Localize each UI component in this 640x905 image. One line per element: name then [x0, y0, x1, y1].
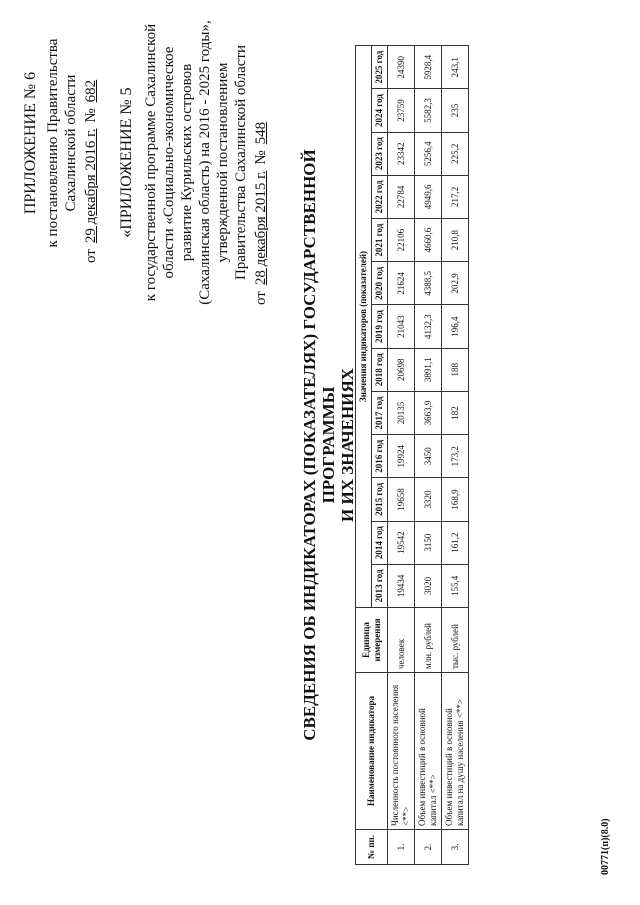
- indicator-unit: млн. рублей: [415, 608, 442, 673]
- document-title: [300, 95, 357, 795]
- indicator-value: 168,9: [442, 478, 469, 521]
- appendix-header: [22, 23, 100, 263]
- table-header-row: [356, 46, 372, 865]
- indicator-value: 21043: [388, 305, 415, 348]
- previous-appendix-header: [118, 20, 270, 305]
- appendix-date-row: [82, 23, 100, 263]
- indicator-value: 155,4: [442, 564, 469, 607]
- col-values-header: Значения индикаторов (показателей): [356, 46, 372, 608]
- indicator-value: 19924: [388, 435, 415, 478]
- indicator-value: 173,2: [442, 435, 469, 478]
- indicator-value: 5256,4: [415, 132, 442, 175]
- appendix-date: 29 декабря 2016 г.: [83, 128, 99, 244]
- indicator-value: 5582,3: [415, 89, 442, 132]
- table-row: [442, 46, 469, 865]
- indicator-value: 19658: [388, 478, 415, 521]
- indicator-name: Объем инвестиций в основной капитал <**>: [415, 673, 442, 830]
- indicator-value: 243,1: [442, 46, 469, 89]
- indicator-value: 24390: [388, 46, 415, 89]
- indicator-value: 3320: [415, 478, 442, 521]
- col-unit-header: Единица измерения: [356, 608, 388, 673]
- indicator-value: 217,2: [442, 175, 469, 218]
- year-header: 2020 год: [372, 262, 388, 305]
- indicator-value: 21624: [388, 262, 415, 305]
- indicator-value: 4388,5: [415, 262, 442, 305]
- indicator-value: 161,2: [442, 521, 469, 564]
- year-header: 2018 год: [372, 348, 388, 391]
- year-header: 2017 год: [372, 391, 388, 434]
- prev-appendix-date-row: [252, 20, 270, 305]
- indicator-value: 235: [442, 89, 469, 132]
- year-header: 2015 год: [372, 478, 388, 521]
- footer-code: 00771(п)(8.0): [600, 818, 611, 875]
- indicator-value: 182: [442, 391, 469, 434]
- appendix-number: 682: [83, 79, 99, 103]
- indicator-value: 4132,3: [415, 305, 442, 348]
- year-header: 2016 год: [372, 435, 388, 478]
- table-row: [415, 46, 442, 865]
- indicator-value: 210,8: [442, 219, 469, 262]
- prev-number: 548: [253, 121, 269, 145]
- indicator-value: 4949,6: [415, 175, 442, 218]
- indicator-value: 19434: [388, 564, 415, 607]
- indicator-name: Объем инвестиций в основной капитал на душу населения <**>: [442, 673, 469, 830]
- appendix-line1: к постановлению Правительства: [45, 38, 61, 248]
- table-body: [388, 46, 469, 865]
- row-number: 1.: [388, 830, 415, 865]
- year-header: 2023 год: [372, 132, 388, 175]
- indicators-table: [355, 45, 469, 865]
- appendix-date-prefix: от: [83, 249, 99, 263]
- prev-date-prefix: от: [253, 291, 269, 305]
- indicator-value: 202,9: [442, 262, 469, 305]
- document-title-line2: И ИХ ЗНАЧЕНИЯХ: [338, 368, 357, 522]
- indicator-value: 225,2: [442, 132, 469, 175]
- row-number: 2.: [415, 830, 442, 865]
- indicator-value: 20135: [388, 391, 415, 434]
- indicator-value: 196,4: [442, 305, 469, 348]
- indicator-value: 3663,9: [415, 391, 442, 434]
- indicator-unit: тыс. рублей: [442, 608, 469, 673]
- year-header: 2025 год: [372, 46, 388, 89]
- col-no-header: № пп.: [356, 830, 388, 865]
- indicator-value: 5928,4: [415, 46, 442, 89]
- year-header: 2024 год: [372, 89, 388, 132]
- indicator-value: 19542: [388, 521, 415, 564]
- prev-date: 28 декабря 2015 г.: [253, 170, 269, 286]
- indicator-value: 4660,6: [415, 219, 442, 262]
- col-name-header: Наименование индикатора: [356, 673, 388, 830]
- indicator-value: 22784: [388, 175, 415, 218]
- indicator-value: 23759: [388, 89, 415, 132]
- prev-appendix-body: к государственной программе Сахалинской области «Социально-экономическое развитие Курильских островов (Сахалинская область) на 2016 - 2025 годы», утвержденной постановлением Правительства Сахалинской области: [143, 20, 249, 305]
- indicator-value: 23342: [388, 132, 415, 175]
- indicator-value: 22106: [388, 219, 415, 262]
- appendix-num-prefix: №: [83, 108, 99, 123]
- indicator-value: 3020: [415, 564, 442, 607]
- indicator-value: 3450: [415, 435, 442, 478]
- indicator-name: Численность постоянного населения <**>: [388, 673, 415, 830]
- year-header: 2014 год: [372, 521, 388, 564]
- indicator-value: 20698: [388, 348, 415, 391]
- indicator-value: 188: [442, 348, 469, 391]
- appendix-title: ПРИЛОЖЕНИЕ № 6: [22, 71, 39, 215]
- appendix-line2: Сахалинской области: [63, 74, 79, 212]
- indicator-value: 3891,1: [415, 348, 442, 391]
- indicator-unit: человек: [388, 608, 415, 673]
- table-row: [388, 46, 415, 865]
- year-header: 2019 год: [372, 305, 388, 348]
- document-title-line1: СВЕДЕНИЯ ОБ ИНДИКАТОРАХ (ПОКАЗАТЕЛЯХ) ГОСУДАРСТВЕННОЙ ПРОГРАММЫ: [300, 149, 338, 741]
- prev-num-prefix: №: [253, 150, 269, 165]
- year-header: 2013 год: [372, 564, 388, 607]
- year-header: 2022 год: [372, 175, 388, 218]
- indicator-value: 3150: [415, 521, 442, 564]
- row-number: 3.: [442, 830, 469, 865]
- year-header: 2021 год: [372, 219, 388, 262]
- prev-appendix-title: «ПРИЛОЖЕНИЕ № 5: [118, 87, 135, 238]
